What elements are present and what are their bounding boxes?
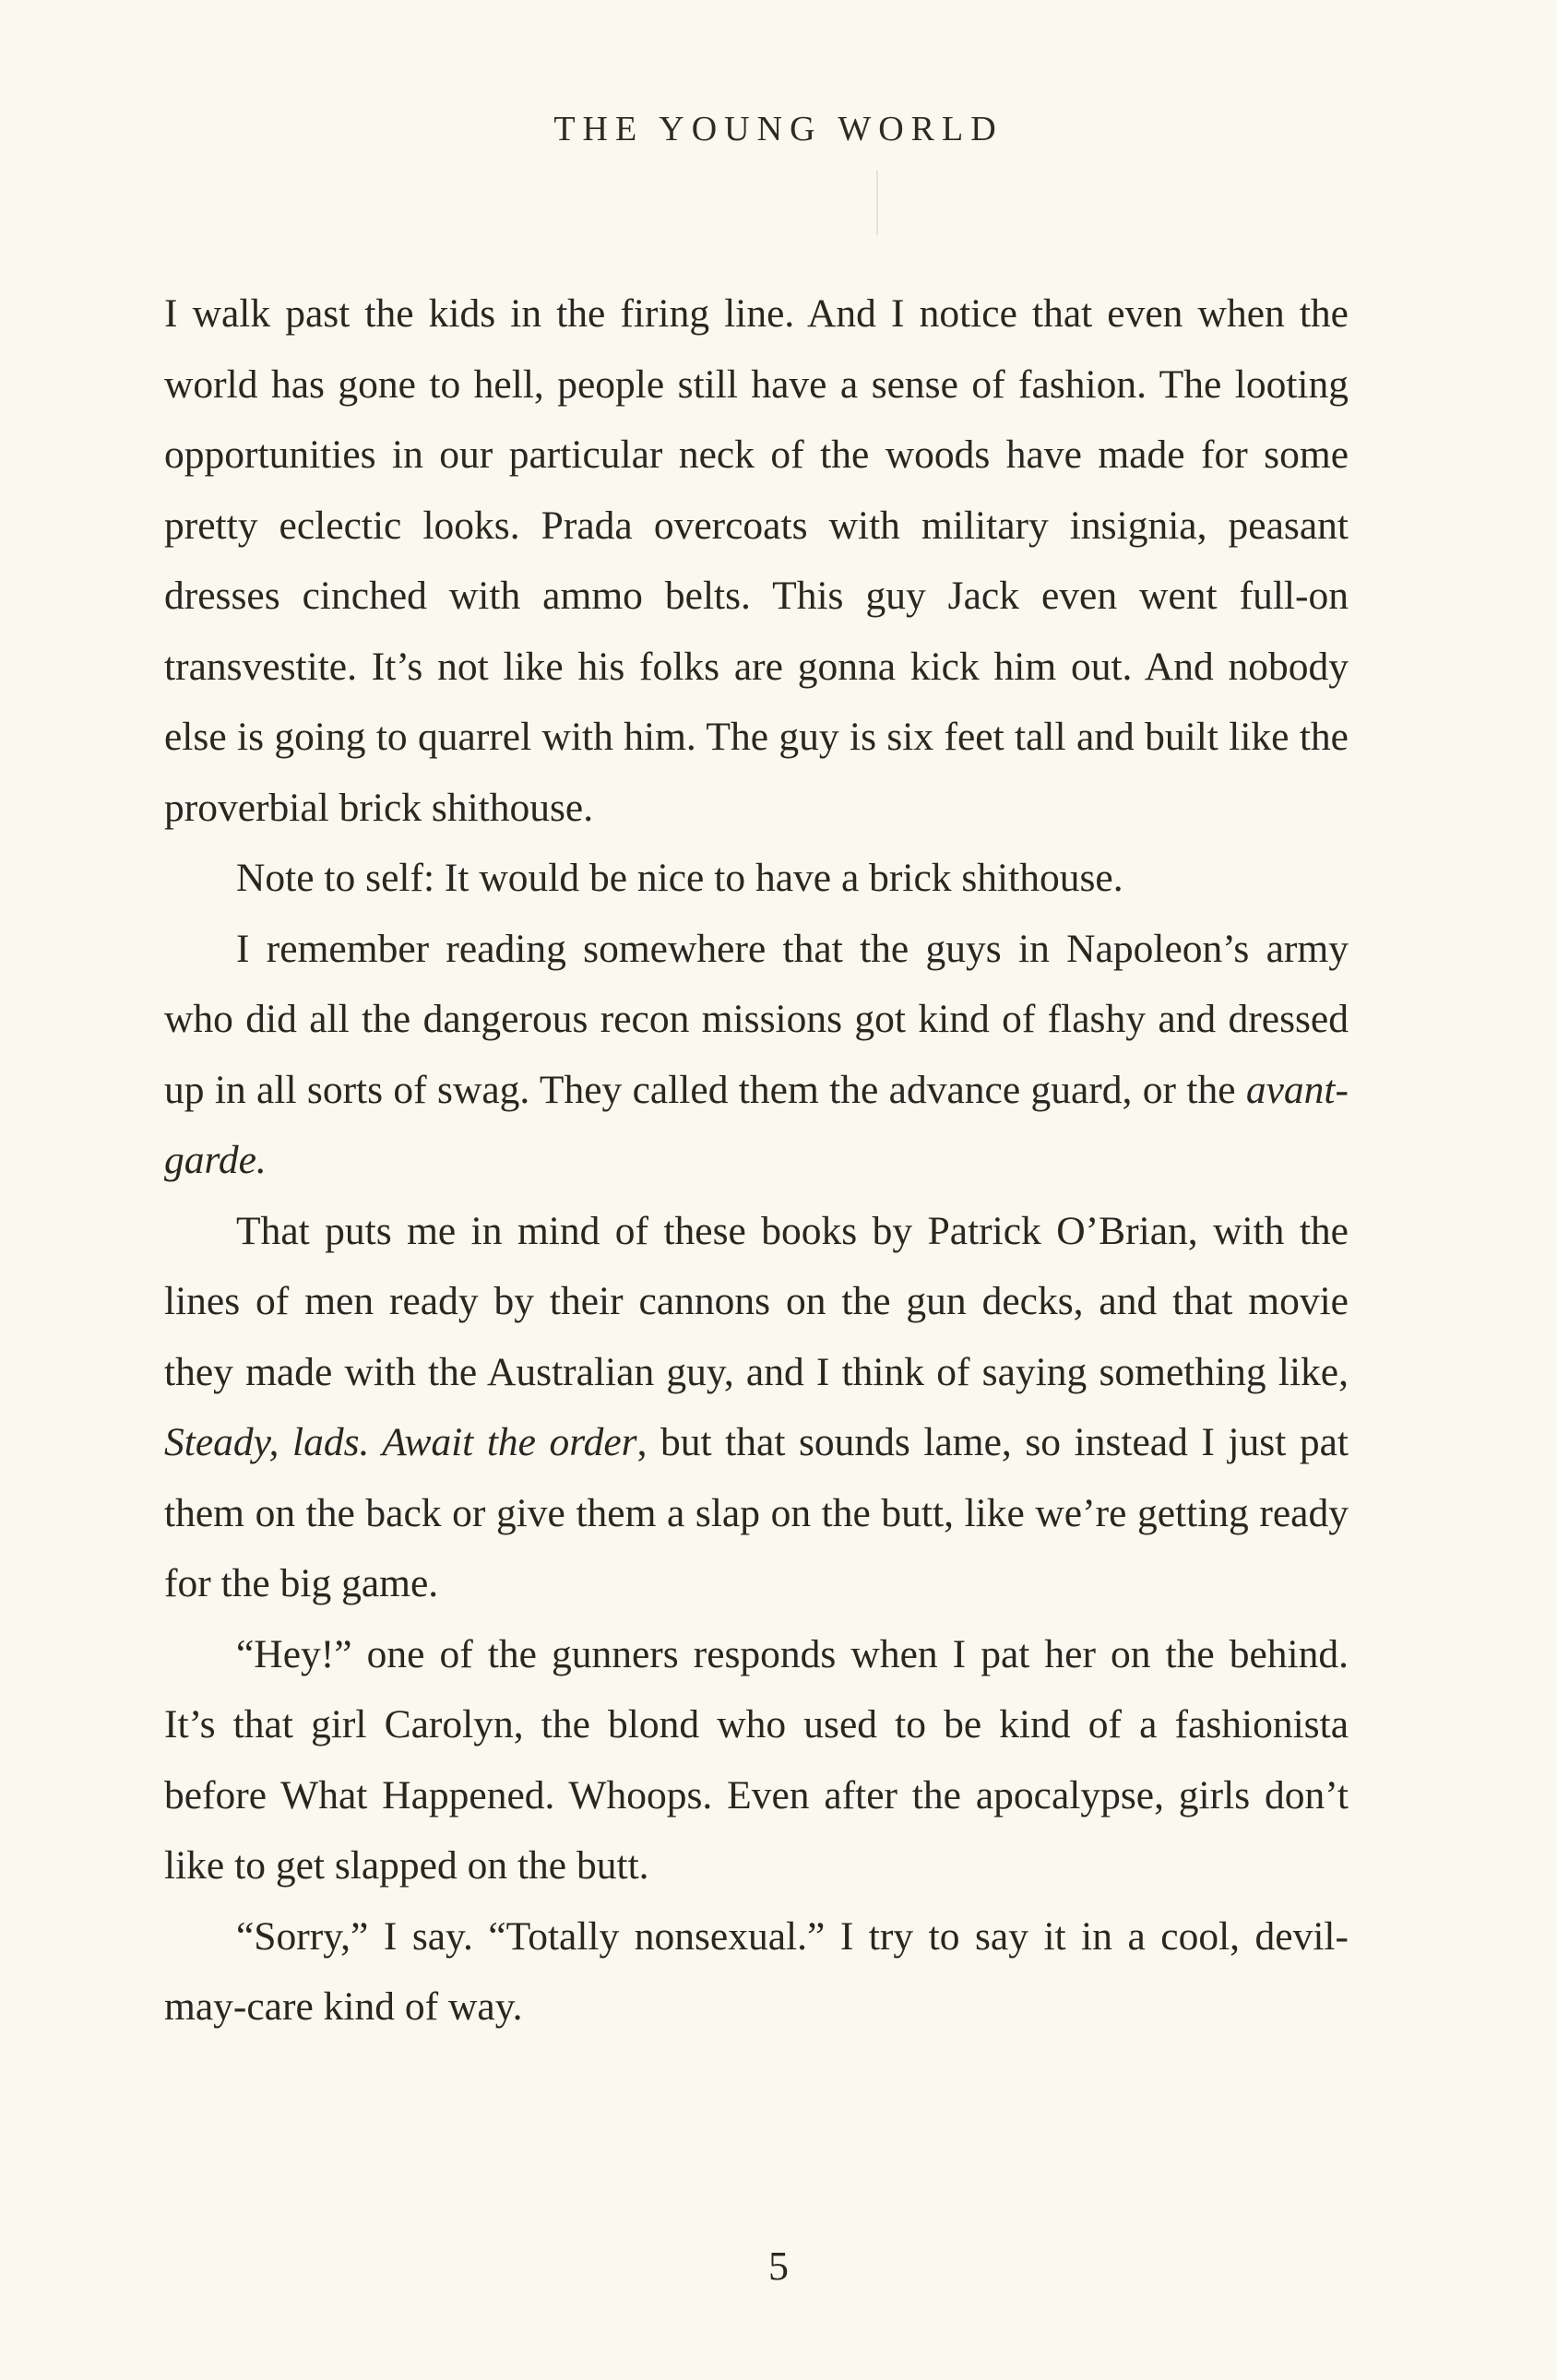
scan-artifact-line (876, 171, 878, 235)
paragraph-4-text-end: , but that sounds lame, so instead I just pat them on the back or give them a slap on the butt, like we’re getting ready for the big game. (164, 1420, 1349, 1605)
paragraph-3-italic: avant-garde. (164, 1067, 1349, 1182)
paragraph-4 (164, 1196, 1349, 1619)
paragraph-6: “Sorry,” I say. “Totally nonsexual.” I try to say it in a cool, devil-may-care kind of way. (164, 1913, 1349, 2029)
paragraph-3-text: I remember reading somewhere that the guys in Napoleon’s army who did all the dangerous recon missions got kind of flashy and dressed up in all sorts of swag. They called them the advance guard, or the (164, 926, 1349, 1112)
paragraph-4-italic: Steady, lads. Await the order (164, 1420, 637, 1464)
body-text (164, 278, 1349, 2043)
paragraph-1: I walk past the kids in the firing line. And I notice that even when the world has gone to hell, people still have a sense of fashion. The looting opportunities in our particular neck of the woods have made for some pretty eclectic looks. Prada overcoats with military insignia, peasant dresses cinched with ammo belts. This guy Jack even went full-on transvestite. It’s not like his folks are gonna kick him out. And nobody else is going to quarrel with him. The guy is six feet tall and built like the proverbial brick shithouse. (164, 291, 1349, 830)
page-number: 5 (768, 2244, 789, 2289)
paragraph-2: Note to self: It would be nice to have a brick shithouse. (236, 856, 1123, 900)
paragraph-3 (164, 914, 1349, 1196)
paragraph-5: “Hey!” one of the gunners responds when I pat her on the behind. It’s that girl Carolyn, the blond who used to be kind of a fashionista before What Happened. Whoops. Even after the apocalypse, girls don’t like to get slapped on the butt. (164, 1631, 1349, 1888)
running-head: THE YOUNG WORLD (553, 110, 1004, 148)
paragraph-4-text: That puts me in mind of these books by Patrick O’Brian, with the lines of men ready by their cannons on the gun decks, and that movie they made with the Australian guy, and I think of saying something like, (164, 1208, 1349, 1394)
